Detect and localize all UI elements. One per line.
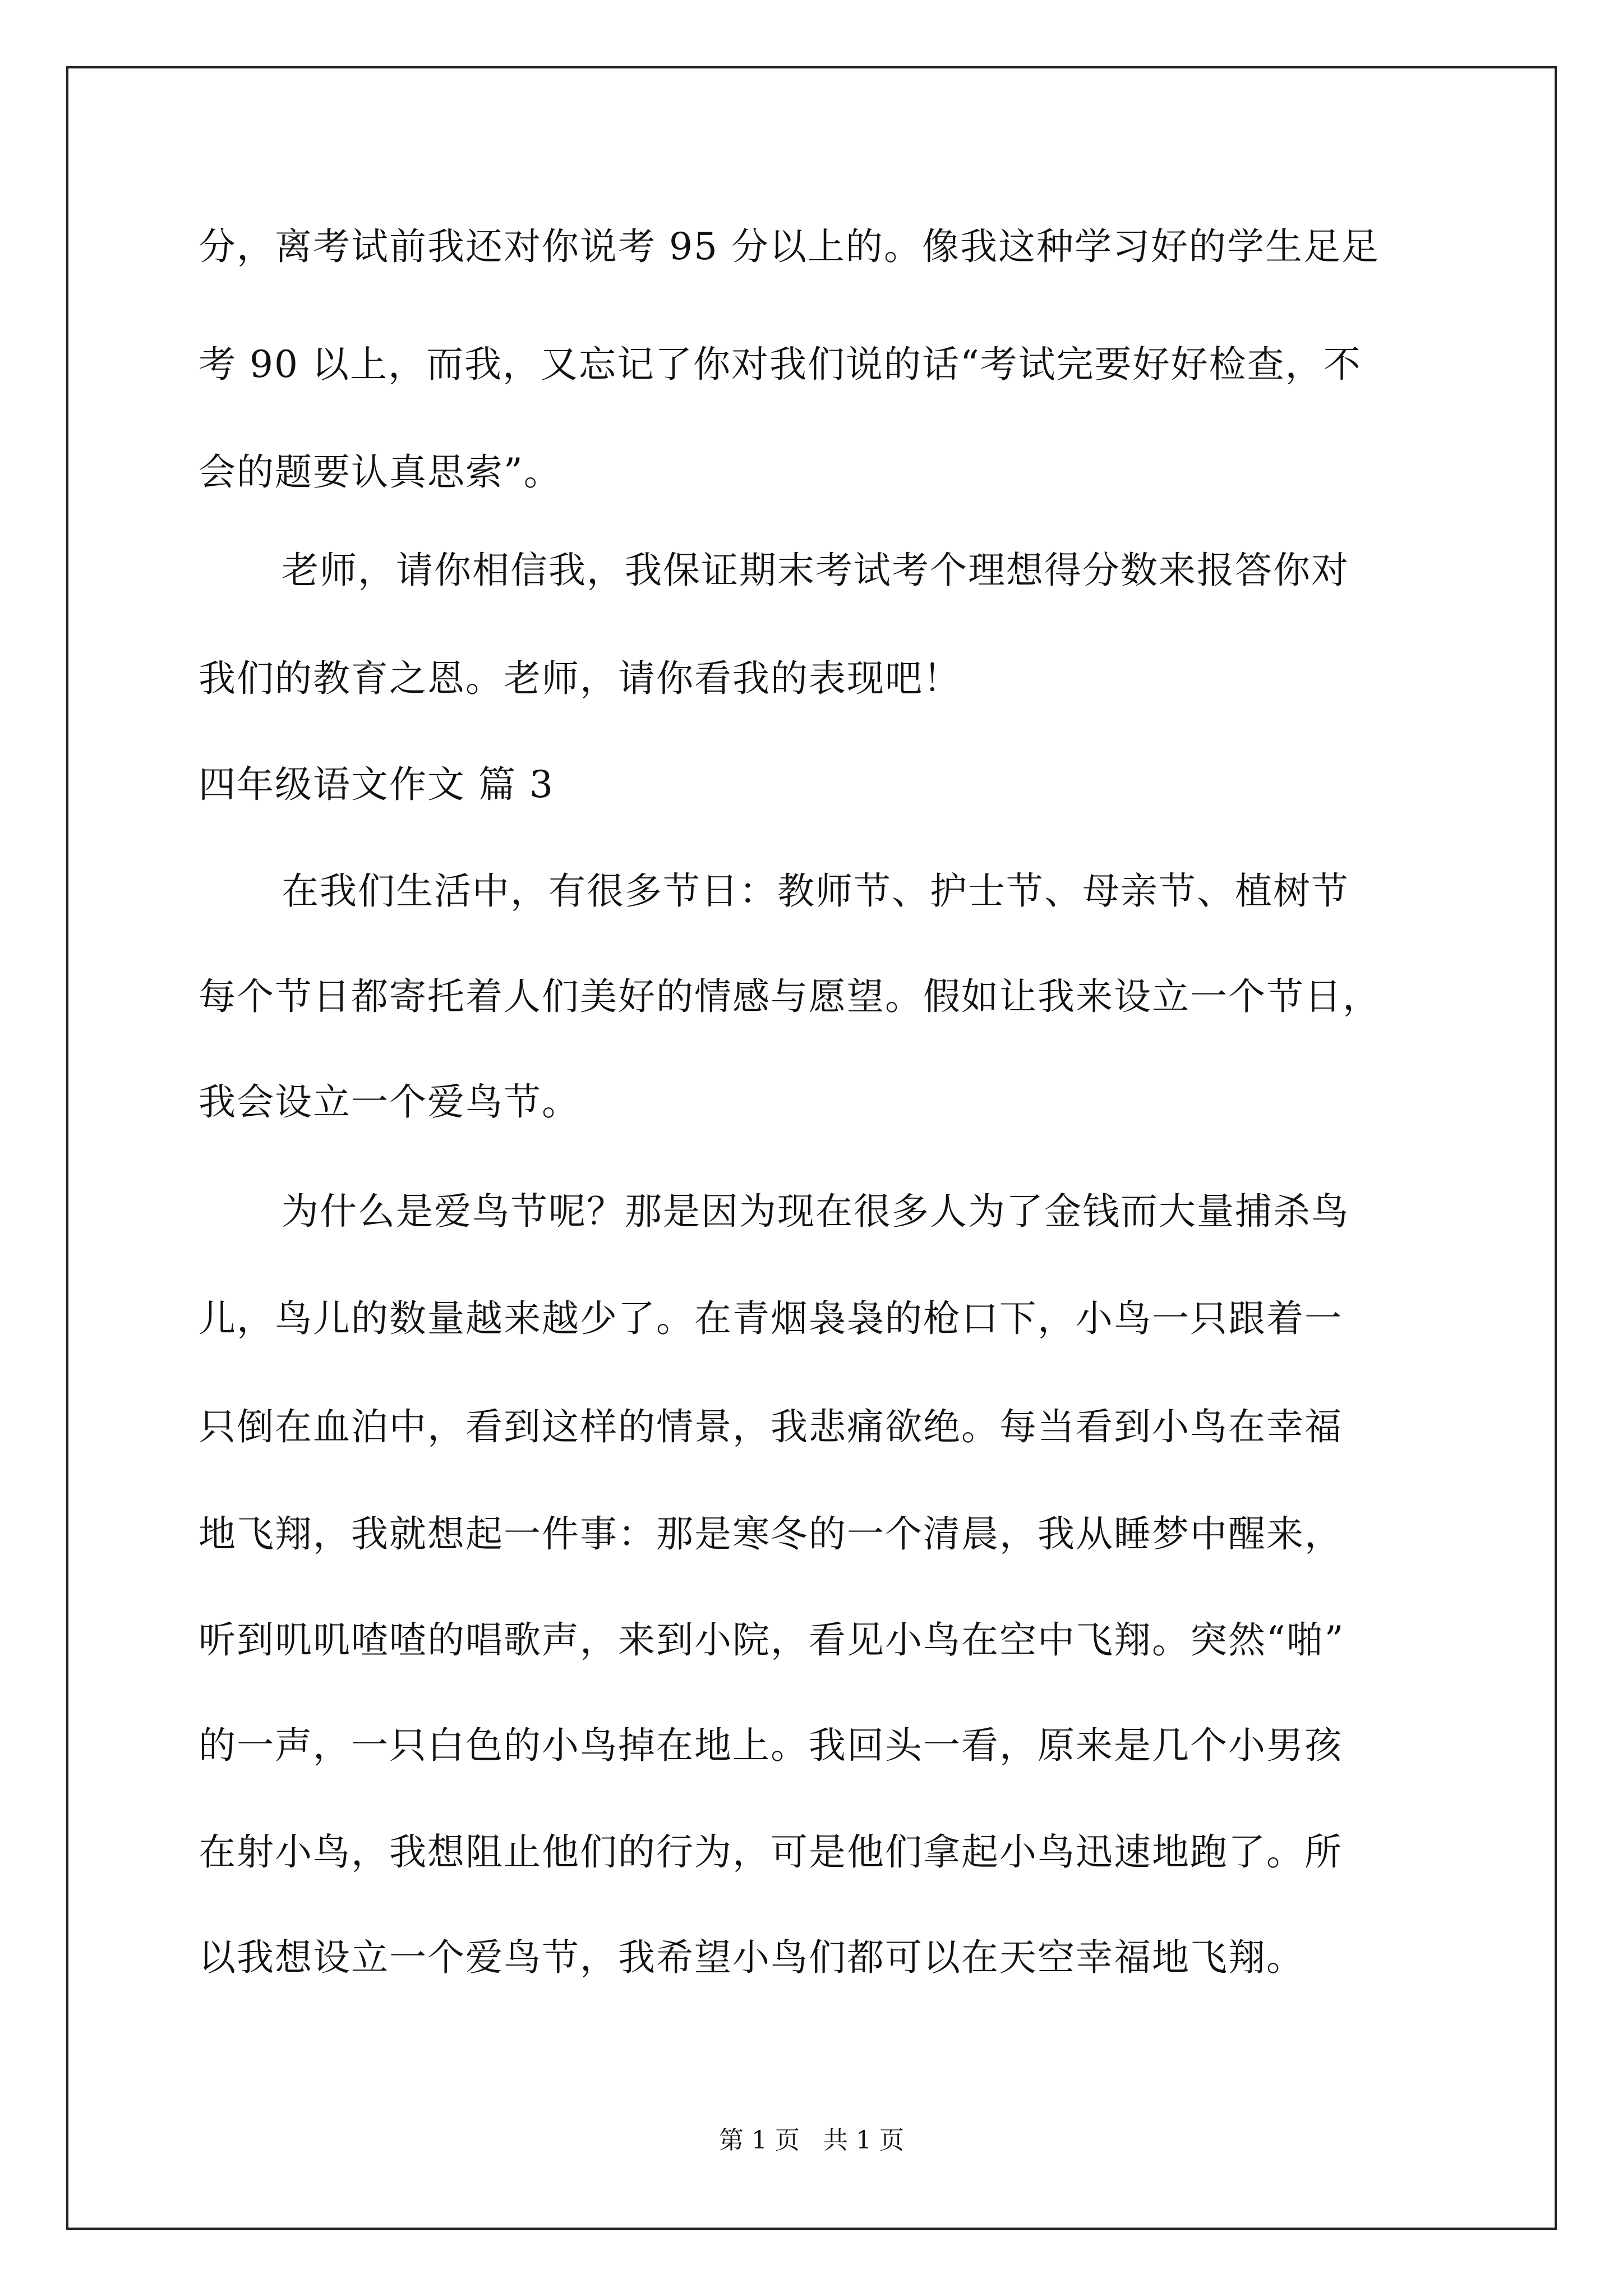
body-line-11: 儿，鸟儿的数量越来越少了。在青烟袅袅的枪口下，小鸟一只跟着一 [199,1297,1343,1340]
body-line-5: 我们的教育之恩。老师，请你看我的表现吧！ [199,657,961,700]
page-footer: 第 1 页 共 1 页 [719,2126,904,2155]
body-line-16: 在射小鸟，我想阻止他们的行为，可是他们拿起小鸟迅速地跑了。所 [199,1830,1343,1874]
body-line-8: 每个节日都寄托着人们美好的情感与愿望。假如让我来设立一个节日， [199,975,1381,1018]
body-line-10: 为什么是爱鸟节呢？那是因为现在很多人为了金钱而大量捕杀鸟 [282,1190,1349,1233]
body-line-2: 考 90 以上，而我，又忘记了你对我们说的话“考试完要好好检查，不 [199,343,1362,386]
body-line-13: 地飞翔，我就想起一件事：那是寒冬的一个清晨，我从睡梦中醒来， [199,1512,1343,1556]
section-heading: 四年级语文作文 篇 3 [199,763,554,806]
body-line-3: 会的题要认真思索”。 [199,450,562,494]
body-line-4: 老师，请你相信我，我保证期末考试考个理想得分数来报答你对 [282,549,1349,592]
body-line-1: 分，离考试前我还对你说考 95 分以上的。像我这种学习好的学生足足 [199,225,1380,268]
page-border [66,66,1557,2230]
body-line-15: 的一声，一只白色的小鸟掉在地上。我回头一看，原来是几个小男孩 [199,1724,1343,1767]
body-line-14: 听到叽叽喳喳的唱歌声，来到小院，看见小鸟在空中飞翔。突然“啪” [199,1618,1345,1662]
body-line-7: 在我们生活中，有很多节日：教师节、护士节、母亲节、植树节 [282,869,1349,913]
body-line-9: 我会设立一个爱鸟节。 [199,1080,580,1124]
body-line-17: 以我想设立一个爱鸟节，我希望小鸟们都可以在天空幸福地飞翔。 [199,1936,1304,1979]
body-line-12: 只倒在血泊中，看到这样的情景，我悲痛欲绝。每当看到小鸟在幸福 [199,1405,1343,1448]
